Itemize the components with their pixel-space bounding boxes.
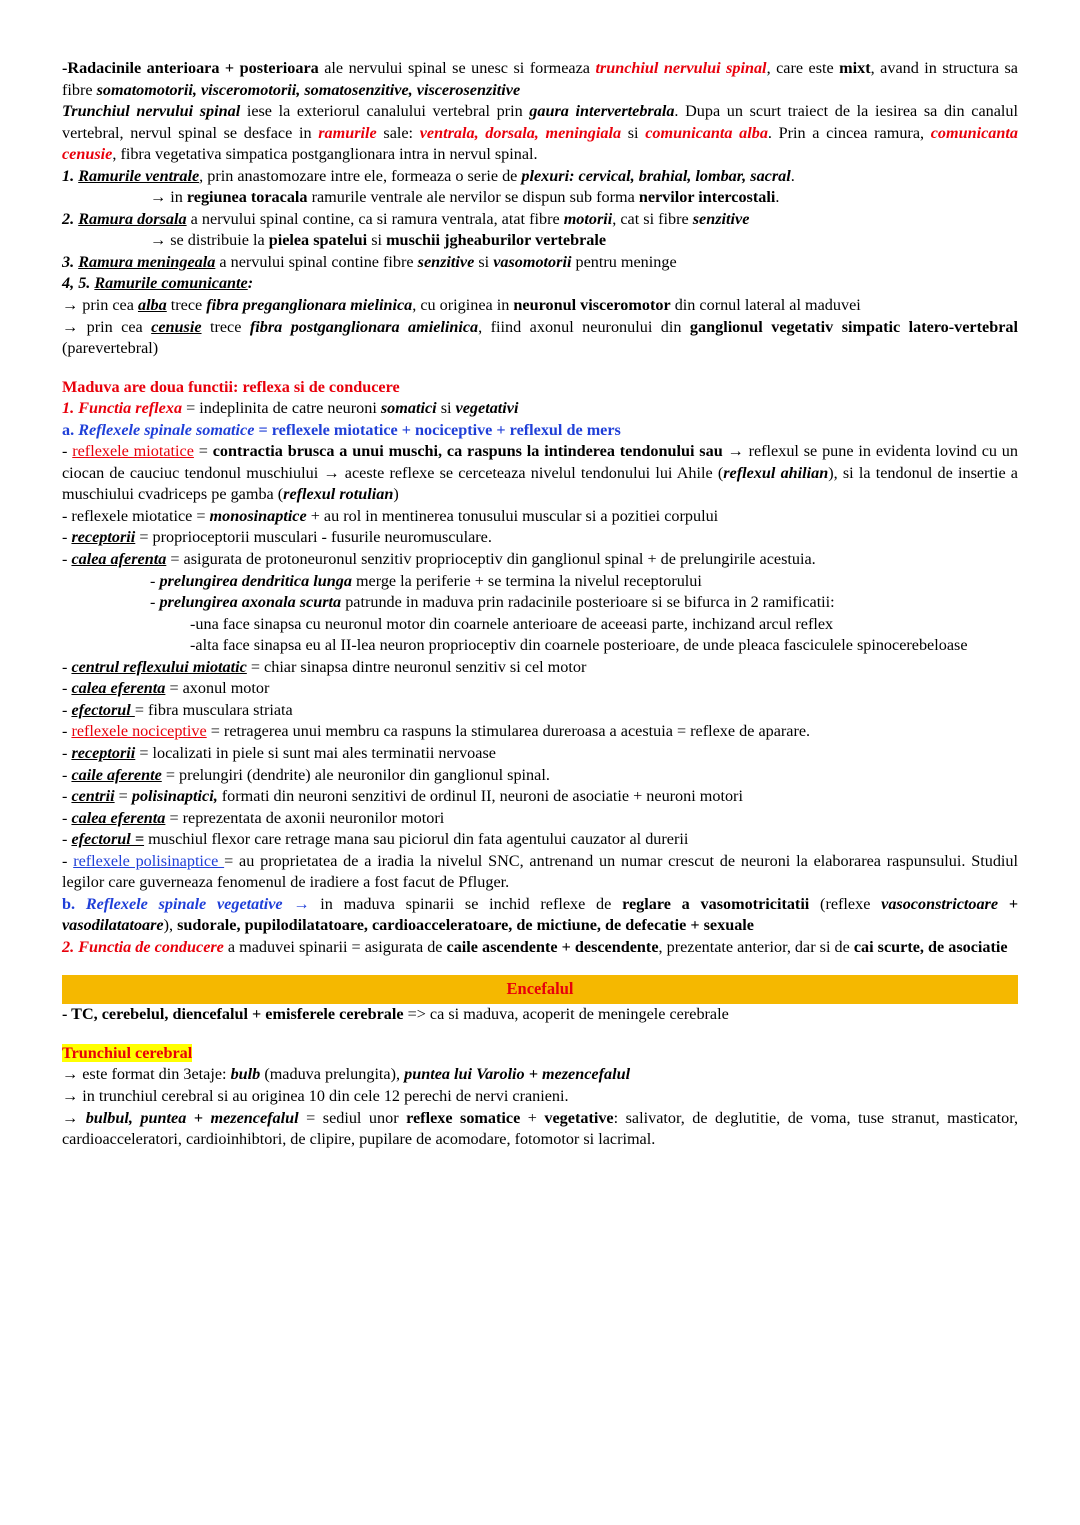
text-run: fibra postganglionara amielinica [249, 317, 479, 336]
receptorii-line [62, 527, 1018, 549]
text-run: = localizati in piele si sunt mai ales terminatii nervoase [135, 743, 496, 762]
list-item-3 [62, 252, 1018, 274]
text-run: → prin cea [62, 317, 152, 336]
text-run: bulbul, puntea + mezencefalul [85, 1108, 299, 1127]
text-run: - [62, 765, 72, 784]
text-run: . [790, 166, 795, 185]
text-run: din cornul lateral al maduvei [670, 296, 861, 315]
trunchi-etaje-line [62, 1064, 1018, 1086]
prelungirea-axonala-line [150, 592, 1018, 614]
text-run: + au rol in mentinerea tonusului muscular si a pozitiei corpului [306, 506, 719, 525]
text-run: sudorale, pupilodilatatoare, cardioacceleratoare, de mictiune, de defecatie + sexuale [177, 916, 754, 935]
text-run: b. [62, 894, 86, 913]
list-item-45 [62, 273, 1018, 295]
reflexe-polisinaptice-line [62, 851, 1018, 894]
text-run: pentru meninge [571, 252, 677, 271]
text-run: - [62, 657, 72, 676]
text-run: - reflexele miotatice = [62, 506, 210, 525]
text-run: muschiul flexor care retrage mana sau piciorul din fata agentului cauzator al durerii [144, 830, 689, 849]
text-run: , fibra vegetativa simpatica postganglionara intra in nervul spinal. [112, 145, 538, 164]
list-item-2 [62, 209, 1018, 231]
ramificatie-2 [190, 635, 1018, 657]
text-run: = sediul unor [298, 1108, 407, 1127]
text-run: ganglionul vegetativ simpatic latero-vertebral [689, 317, 1018, 336]
text-run: monosinaptice [209, 506, 307, 525]
text-run: a maduvei spinarii = asigurata de [223, 937, 447, 956]
text-run: (reflexe [809, 894, 882, 913]
text-run: → in trunchiul cerebral si au originea 10 din cele 12 perechi de nervi cranieni. [62, 1087, 569, 1105]
functia-conducere-line [62, 937, 1018, 959]
band-label: Encefalul [506, 979, 574, 999]
text-run: 1. [62, 166, 79, 185]
text-run: comunicanta alba [645, 123, 768, 142]
text-run: Ramura meningeala [78, 252, 216, 271]
text-run: = [114, 787, 132, 806]
section-band-encefalul [62, 975, 1018, 1004]
calea-eferenta-nocic-line [62, 808, 1018, 830]
text-run: = au proprietatea de a iradia la nivelul SNC, antrenand un numar crescut de neuroni la elaborarea raspunsului. Studiul legilor care guverneaza fenomenul de iradiere a fost facut de Pfluger. [62, 851, 1019, 892]
text-run: polisinaptici, [131, 787, 218, 806]
text-run: plexuri: cervical, brahial, lombar, sacral [521, 166, 791, 185]
text-run: prelungirea axonala scurta [159, 593, 342, 612]
text-run: a. [62, 420, 79, 439]
text-run: vegetative [544, 1108, 614, 1127]
text-run: centrii [71, 787, 115, 806]
text-run: -alta face sinapsa eu al II-lea neuron proprioceptiv din coarnele posterioare, de unde pleaca fasciculele spinocerebeloase [190, 636, 968, 655]
text-run: somatomotorii, visceromotorii, somatosenzitive, viscerosenzitive [96, 80, 521, 99]
list-item-2-sub [150, 230, 1018, 252]
text-run: reflexele miotatice + nociceptive + reflexul de mers [271, 420, 621, 439]
text-run: ramurile ventrale ale nervilor se dispun sub forma [307, 188, 639, 207]
text-run: bulb [230, 1065, 261, 1084]
text-run: 3. [62, 252, 79, 271]
text-run: ) [393, 485, 399, 504]
text-run: - [62, 700, 72, 719]
text-run: trece [166, 296, 207, 315]
reflexe-miotatice-mono [62, 506, 1018, 528]
text-run: si [436, 399, 456, 418]
text-run: , prezentate anterior, dar si de [658, 937, 854, 956]
text-run: 2. [62, 209, 79, 228]
paragraph-trunchiul [62, 101, 1018, 166]
text-run: Maduva are doua functii: reflexa si de conducere [62, 377, 400, 396]
text-run: reflexele nociceptive [71, 722, 207, 741]
text-run: 2. Functia de conducere [62, 937, 224, 956]
text-run: = indeplinita de catre neuroni [182, 399, 381, 418]
text-run: ), si la tendonul de insertie a muschiului cvadriceps pe gamba ( [62, 463, 1018, 504]
text-run: merge la periferie + se termina la nivelul receptorului [351, 571, 702, 590]
text-run: cai scurte, de asociatie [853, 937, 1008, 956]
text-run: = proprioceptorii musculari - fusurile neuromusculare. [135, 528, 492, 547]
highlight-trunchiul-cerebral [62, 1043, 1018, 1065]
text-run: . [775, 188, 780, 207]
text-run: , prin anastomozare intre ele, formeaza o serie de [199, 166, 522, 185]
text-run: a nervului spinal contine, ca si ramura ventrala, atat fibre [186, 209, 564, 228]
text-run: : salivator, de deglutitie, de voma, tuse stranut, masticator, cardioacceleratori, cardioinhibtori, de clipire, pupilare de acomodare, fotomotor si lacrimal. [62, 1108, 1018, 1149]
text-run: 1. Functia reflexa [62, 399, 183, 418]
text-run: ventrala, dorsala, meningiala [419, 123, 622, 142]
text-run: - [62, 550, 72, 569]
text-run: reflexele polisinaptice [73, 851, 225, 870]
text-run: somatici [380, 399, 437, 418]
text-run: - [62, 808, 72, 827]
text-run: calea eferenta [71, 808, 166, 827]
text-run: caile aferente [71, 765, 162, 784]
text-run: mixt [839, 59, 871, 77]
text-run: comunicanta cenusie [62, 123, 1018, 164]
centrul-reflexului-line [62, 657, 1018, 679]
section-a-title [62, 420, 1018, 442]
highlight-label: Trunchiul cerebral [62, 1043, 193, 1062]
text-run: sale: [376, 123, 420, 142]
text-run: efectorul = [71, 830, 145, 849]
text-run: fibra preganglionara mielinica [206, 296, 413, 315]
text-run: Reflexele spinale somatice [78, 420, 255, 439]
text-run: calea eferenta [71, 679, 166, 698]
text-run: - [62, 722, 72, 741]
text-run: reflexul rotulian [283, 485, 394, 504]
text-run: - [62, 851, 74, 870]
text-run: -una face sinapsa cu neuronul motor din coarnele anterioare de aceeasi parte, inchizand arcul reflex [190, 614, 834, 633]
list-item-1 [62, 166, 1018, 188]
text-run: : [247, 274, 254, 293]
list-item-45-cenusie [62, 317, 1018, 360]
text-run: - [62, 787, 72, 806]
text-run: puntea lui Varolio + mezencefalul [404, 1065, 631, 1084]
text-run: - [150, 571, 160, 590]
text-run: muschii jgheaburilor vertebrale [386, 231, 607, 250]
text-run: ), [163, 916, 178, 935]
text-run: nervilor intercostali [638, 188, 776, 207]
text-run: = axonul motor [165, 679, 270, 698]
text-run: , cu originea in [412, 296, 514, 315]
text-run: calea aferenta [71, 550, 167, 569]
calea-aferenta-line [62, 549, 1018, 571]
ramificatie-1 [190, 614, 1018, 636]
text-run: = [254, 420, 272, 439]
caile-aferente-line [62, 765, 1018, 787]
text-run: senzitive [692, 209, 750, 228]
text-run: pielea spatelui [268, 231, 368, 250]
text-run: reflexul ahilian [723, 463, 829, 482]
text-run: Ramura dorsala [78, 209, 187, 228]
text-run: receptorii [71, 528, 136, 547]
text-run: . Prin a cincea ramura, [767, 123, 931, 142]
text-run: → prin cea [62, 296, 138, 315]
text-run: → reflexul se pune in evidenta lovind cu un ciocan de cauciuc tendonul muschiului → aceste reflexe se cerceteaza nivelul tendonului lui Ahile ( [62, 442, 1018, 482]
text-run: Reflexele spinale vegetative [85, 894, 283, 913]
text-run: , care este [766, 59, 840, 77]
text-run: . Dupa un scurt traiect de la iesirea sa din canalul vertebral, nervul spinal se desface in [62, 102, 1019, 142]
text-run: , avand in structura sa fibre [62, 59, 1018, 99]
text-run: senzitive [417, 252, 475, 271]
text-run: - [62, 679, 72, 698]
heading-maduva-functii [62, 377, 1018, 399]
functia-reflexa-line [62, 398, 1018, 420]
text-run: prelungirea dendritica lunga [159, 571, 352, 590]
text-run: - [62, 59, 68, 77]
text-run: iese la exteriorul canalului vertebral prin [240, 102, 530, 121]
text-run: cenusie [151, 317, 202, 336]
text-run: contractia brusca a unui muschi, ca raspuns la intinderea tendonului sau [212, 442, 723, 461]
text-run: reflexele miotatice [72, 442, 194, 461]
text-run: = chiar sinapsa dintre neuronul senzitiv si cel motor [246, 657, 587, 676]
text-run: (maduva prelungita), [260, 1065, 405, 1084]
text-run: gaura intervertebrala [529, 102, 675, 121]
text-run: = [193, 442, 213, 461]
text-run: => ca si maduva, acoperit de meningele cerebrale [403, 1005, 729, 1024]
text-run: ramurile [318, 123, 377, 142]
text-run: Ramurile ventrale [78, 166, 200, 185]
receptorii-nociceptive-line [62, 743, 1018, 765]
text-run: - [62, 528, 72, 547]
text-run: centrul reflexului miotatic [71, 657, 247, 676]
text-run: efectorul [71, 700, 135, 719]
text-run: = asigurata de protoneuronul senzitiv proprioceptiv din ganglionul spinal + de prelungirile acestuia. [166, 550, 816, 569]
text-run: neuronul visceromotor [513, 296, 671, 315]
text-run: Trunchiul nervului spinal [62, 102, 241, 121]
text-run: (parevertebral) [62, 339, 159, 358]
text-run: - [62, 743, 72, 762]
trunchi-nervi-line [62, 1086, 1018, 1108]
text-run: = reprezentata de axonii neuronilor motori [165, 808, 445, 827]
text-run: a nervului spinal contine fibre [215, 252, 418, 271]
calea-eferenta-line [62, 678, 1018, 700]
text-run: → este format din 3etaje: [62, 1065, 231, 1084]
text-run: caile ascendente + descendente [446, 937, 659, 956]
text-run: 4, 5. [62, 274, 95, 293]
text-run: Ramurile comunicante [94, 274, 248, 293]
text-run: motorii [563, 209, 613, 228]
efectorul-nocic-line [62, 829, 1018, 851]
text-run: alba [137, 296, 167, 315]
text-run: receptorii [71, 743, 136, 762]
reflexe-nociceptive-line [62, 721, 1018, 743]
text-run: patrunde in maduva prin radacinile posterioare si se bifurca in 2 ramificatii: [341, 593, 835, 612]
text-run: si [474, 252, 494, 271]
list-item-45-alba [62, 295, 1018, 317]
centrii-line [62, 786, 1018, 808]
text-run: si [621, 123, 646, 142]
text-run: trunchiul nervului spinal [595, 59, 767, 77]
text-run: reflexe somatice [406, 1108, 521, 1127]
text-run: → in [150, 188, 187, 207]
text-run: vasoconstrictoare + vasodilatatoare [62, 894, 1019, 935]
text-run: , fiind axonul neuronului din [478, 317, 690, 336]
text-run: ale nervului spinal se unesc si formeaza [318, 59, 596, 77]
text-run: si [367, 231, 387, 250]
text-run: = prelungiri (dendrite) ale neuronilor din ganglionul spinal. [161, 765, 550, 784]
text-run: trece [201, 317, 250, 336]
text-run: reglare a vasomotricitatii [622, 894, 810, 913]
text-run: → se distribuie la [150, 231, 269, 250]
text-run: vasomotorii [493, 252, 572, 271]
text-run: , cat si fibre [612, 209, 693, 228]
section-b-vegetative [62, 894, 1018, 937]
text-run: = retragerea unui membru ca raspuns la stimularea dureroasa a acestuia = reflexe de aparare. [206, 722, 811, 741]
prelungirea-dendritica-line [150, 571, 1018, 593]
text-run: - [62, 830, 72, 849]
text-run: in maduva spinarii se inchid reflexe de [320, 894, 623, 913]
text-run: vegetativi [455, 399, 519, 418]
text-run: → [282, 894, 321, 913]
text-run: → [62, 1108, 86, 1127]
text-run: - [62, 442, 73, 461]
encefalul-components-line [62, 1004, 1018, 1026]
paragraph-radacini [62, 58, 1018, 101]
text-run: Radacinile anterioara + posterioara [67, 59, 319, 77]
text-run: - TC, cerebelul, diencefalul + emisferele cerebrale [62, 1005, 404, 1024]
text-run: + [520, 1108, 545, 1127]
reflexe-miotatice-def [62, 441, 1018, 506]
text-run: = fibra musculara striata [134, 700, 293, 719]
text-run: regiunea toracala [186, 188, 308, 207]
trunchi-reflexe-line [62, 1108, 1018, 1151]
text-run: formati din neuroni senzitivi de ordinul II, neuroni de asociatie + neuroni motori [217, 787, 743, 806]
text-run: - [150, 593, 160, 612]
efectorul-line [62, 700, 1018, 722]
list-item-1-sub [150, 187, 1018, 209]
